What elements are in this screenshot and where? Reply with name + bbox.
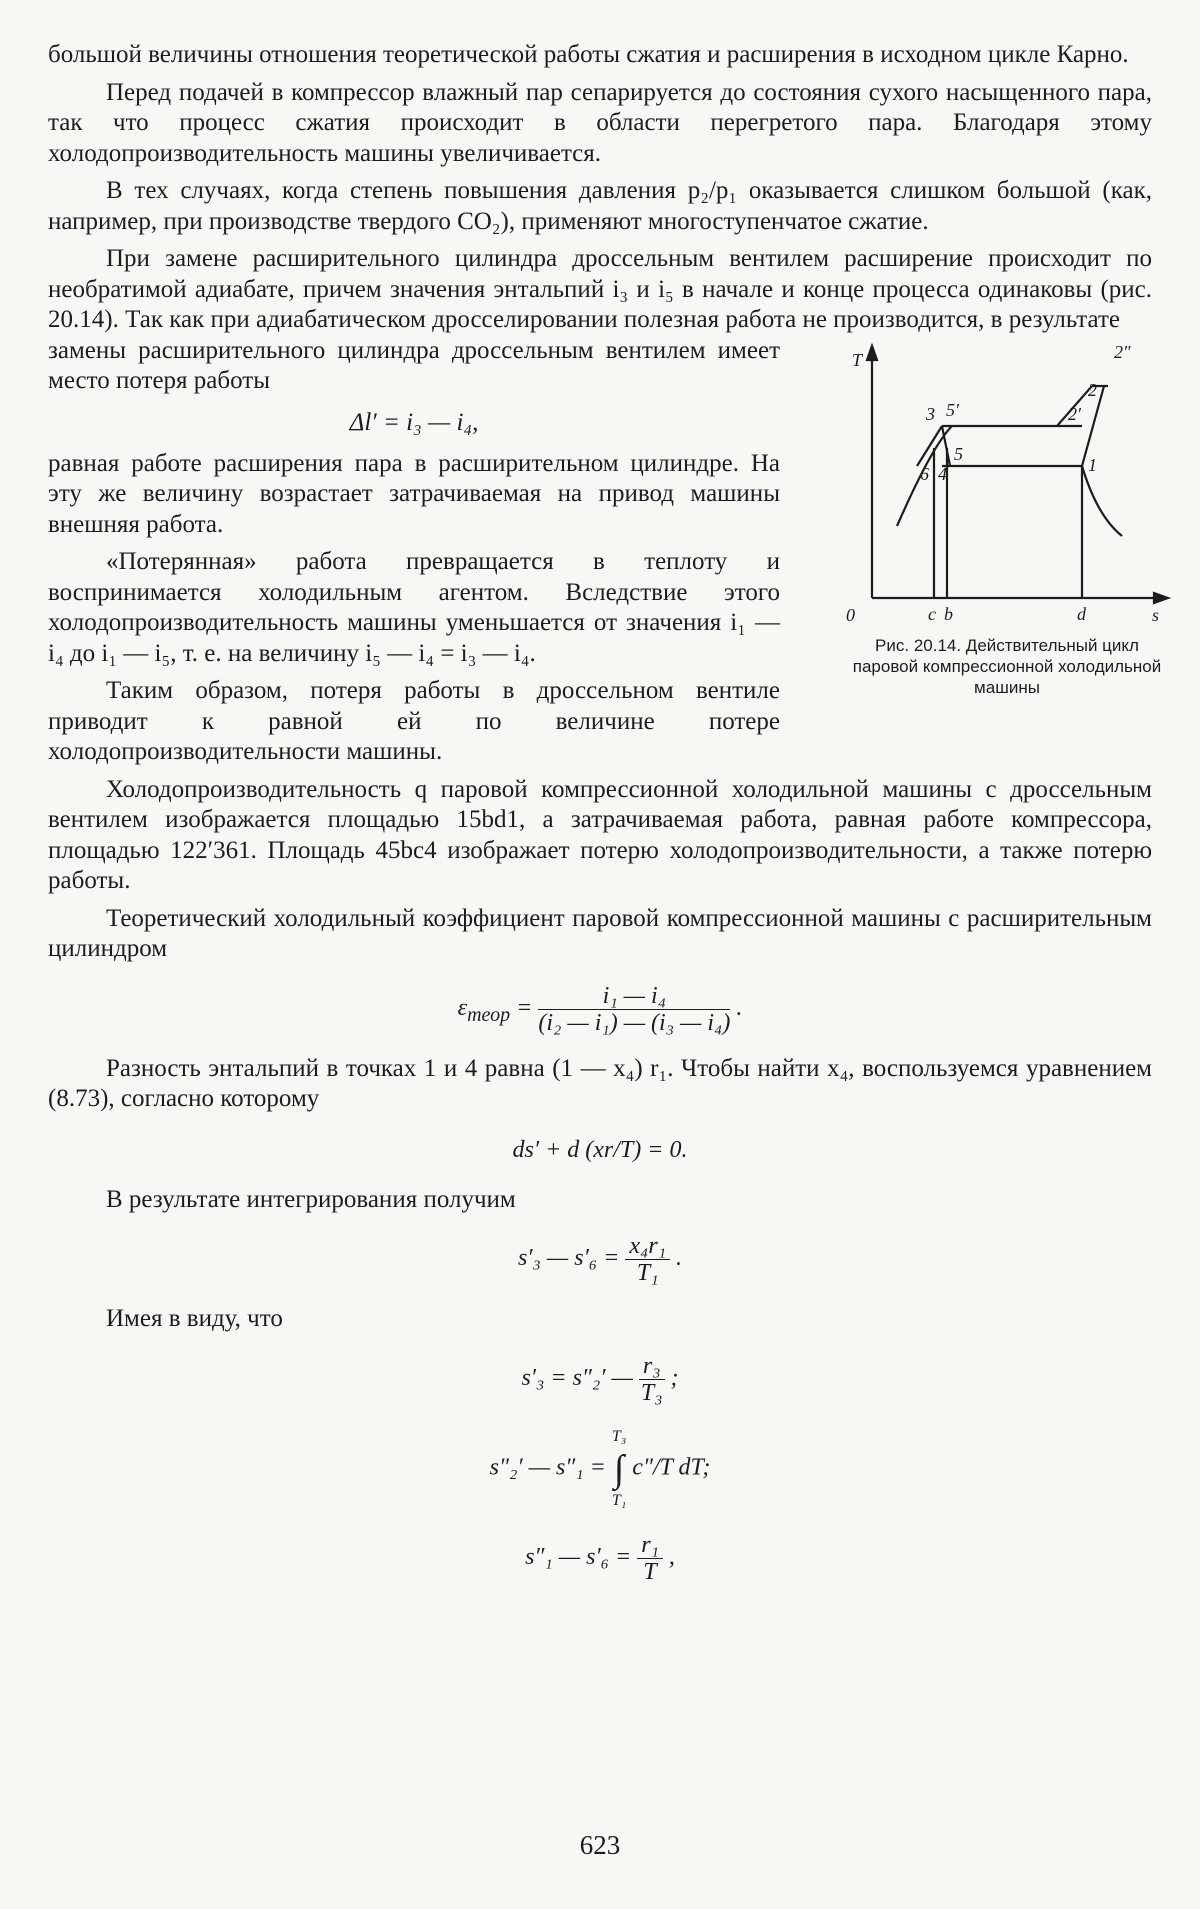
ts-diagram — [842, 336, 1172, 626]
label-2: 2 — [1088, 379, 1097, 400]
ts-diagram-figure — [842, 336, 1172, 698]
label-5prime: 5′ — [946, 399, 959, 420]
page-number: 623 — [579, 1830, 621, 1860]
equation-s1-s6: s″₁ — s′₆ = $\frac{\text{r₁}}{T}$ , — [525, 1531, 675, 1585]
paragraph: Имея в виду, что — [106, 1305, 283, 1332]
paragraph: Теоретический холодильный коэффициент паровой компрессионной машины с расширительным цилиндром — [48, 904, 1152, 962]
paragraph: Разность энтальпий в точках 1 и 4 равна (1 — x₄) r₁. Чтобы найти x₄, воспользуемся уравнением (8.73), согласно которому — [48, 1054, 1152, 1112]
label-b: b — [944, 603, 953, 624]
equation-cop: $\varepsilon_{теор}$ = $\frac{\text{i₁ — i₄}}{\text{(i₂ — i₁) — (i₃ — i₄)}}$ . — [457, 982, 743, 1036]
label-3: 3 — [926, 403, 935, 424]
page-body — [48, 40, 1162, 1603]
label-c: c — [928, 603, 936, 624]
label-2double: 2″ — [1114, 341, 1131, 362]
paragraph: равная работе расширения пара в расширительном цилиндре. На эту же величину возрастает затрачиваемая на привод машины внешняя работа. — [48, 449, 780, 538]
label-s: s — [1152, 604, 1160, 625]
equation-s3-s6: s′₃ — s′₆ = $\frac{\text{x₄r₁}}{\text{T₁}}$ . — [517, 1233, 683, 1286]
paragraph: При замене расширительного цилиндра дроссельным вентилем расширение происходит по необратимой адиабате, причем значения энтальпий i₃ и i₅ в начале и конце процесса одинаковы (рис. 20.14). Так как при адиабатическом дросселировании полезная работа не производится, в результате — [48, 245, 1152, 333]
label-6: 6 — [920, 463, 929, 484]
equation-work-loss: Δl′ = i₃ — i₄, — [349, 408, 479, 436]
paragraph: В результате интегрирования получим — [106, 1185, 516, 1213]
label-2prime: 2′ — [1068, 403, 1081, 424]
label-origin: 0 — [846, 604, 855, 625]
paragraph: Холодопроизводительность q паровой компрессионной холодильной машины с дроссельным вентилем изображается площадью 15bd1, а затрачиваемая работа, равная работе компрессора, площадью 122′361. Площадь 45bc4 изображает потерю холодопроизводительности, а также потерю работы. — [48, 775, 1152, 894]
equation-ds: ds′ + d (xr/T) = 0. — [512, 1136, 688, 1163]
figure-caption: Рис. 20.14. Действительный цикл паровой компрессионной холодильной машины — [852, 635, 1162, 697]
equation-s3: s′₃ = s″₂′ — $\frac{\text{r₃}}{\text{T₃}}$ ; — [521, 1352, 679, 1406]
paragraph: «Потерянная» работа превращается в теплоту и воспринимается холодильным агентом. Вследствие этого холодопроизводительность машины уменьшается от значения i₁ — i₄ до i₁ — i₅, т. е. на величину i₅ — i₄ = i₃ — i₄. — [48, 548, 780, 667]
label-T: T — [852, 349, 863, 370]
label-4: 4 — [938, 463, 947, 484]
paragraph: большой величины отношения теоретической работы сжатия и расширения в исходном цикле Карно. — [48, 41, 1129, 68]
label-5: 5 — [954, 443, 963, 464]
label-d: d — [1077, 603, 1086, 624]
equation-integral: s″₂′ — s″₁ = T₃ ∫ T₁ c″/T dT; — [489, 1427, 711, 1509]
paragraph: замены расширительного цилиндра дроссельным вентилем имеет место потеря работы — [48, 336, 780, 394]
paragraph: Таким образом, потеря работы в дроссельном вентиле приводит к равной ей по величине потере холодопроизводительности машины. — [48, 677, 780, 765]
paragraph: В тех случаях, когда степень повышения давления p₂/p₁ оказывается слишком большой (как, например, при производстве твердого CO₂), применяют многоступенчатое сжатие. — [48, 177, 1152, 235]
paragraph: Перед подачей в компрессор влажный пар сепарируется до состояния сухого насыщенного пара, так что процесс сжатия происходит в области перегретого пара. Благодаря этому холодопроизводительность машины увеличивается. — [48, 78, 1152, 167]
label-1: 1 — [1088, 454, 1097, 475]
